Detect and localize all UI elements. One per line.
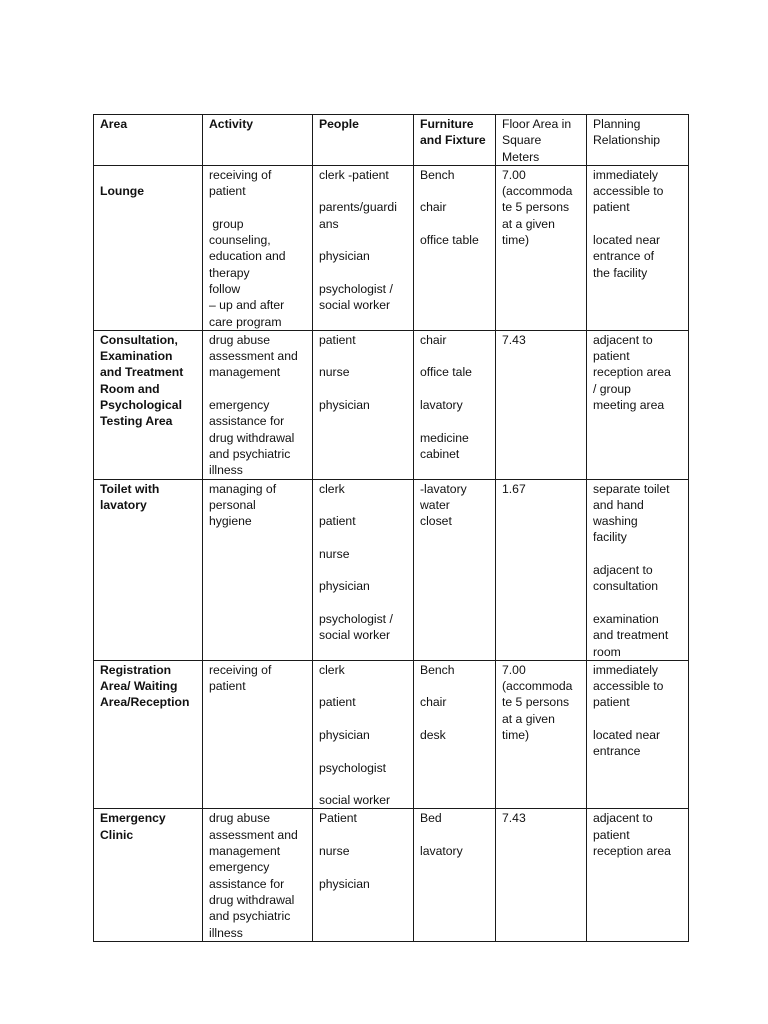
- planning-cell-line: patient: [593, 695, 630, 710]
- planning-cell-line: reception area: [593, 844, 671, 859]
- activity-cell-line: drug withdrawal: [209, 892, 295, 907]
- people-cell-line: [319, 859, 407, 875]
- furniture-cell-line: water: [420, 497, 450, 512]
- furniture-cell: [414, 660, 496, 809]
- activity-cell: [203, 330, 313, 479]
- planning-cell-line: washing: [593, 514, 638, 529]
- table-row: [94, 479, 689, 660]
- floor-area-cell-line: te 5 persons: [502, 200, 570, 215]
- header-furniture-line: and Fixture: [420, 133, 486, 148]
- people-cell-line: [319, 562, 407, 578]
- furniture-cell-line: medicine: [420, 430, 469, 445]
- planning-cell-line: and treatment: [593, 628, 669, 643]
- people-cell-line: nurse: [319, 365, 350, 380]
- planning-cell-line: patient: [593, 200, 630, 215]
- planning-cell-line: room: [593, 644, 621, 659]
- activity-cell-line: assistance for: [209, 876, 285, 891]
- people-cell-line: [319, 232, 407, 248]
- people-cell-line: clerk: [319, 662, 345, 677]
- furniture-cell-line: office tale: [420, 365, 472, 380]
- floor-area-cell: [496, 165, 587, 330]
- furniture-cell: [414, 479, 496, 660]
- activity-cell-line: and psychiatric: [209, 909, 291, 924]
- area-cell: [94, 165, 203, 330]
- activity-cell: [203, 660, 313, 809]
- activity-cell-line: patient: [209, 184, 246, 199]
- furniture-cell-line: [420, 827, 489, 843]
- people-cell-line: [319, 776, 407, 792]
- area-cell-line: Lounge: [100, 184, 145, 199]
- planning-cell-line: located near: [593, 233, 661, 248]
- activity-cell: [203, 479, 313, 660]
- people-cell-line: [319, 711, 407, 727]
- activity-cell-line: care program: [209, 314, 282, 329]
- header-furniture: [414, 115, 496, 166]
- planning-cell-line: adjacent to: [593, 811, 653, 826]
- people-cell-line: social worker: [319, 628, 391, 643]
- area-cell-line: and Treatment: [100, 365, 184, 380]
- people-cell-line: physician: [319, 727, 370, 742]
- people-cell-line: psychologist: [319, 760, 387, 775]
- people-cell-line: [319, 827, 407, 843]
- furniture-cell-line: closet: [420, 514, 452, 529]
- floor-area-cell: [496, 660, 587, 809]
- people-cell: [313, 479, 414, 660]
- activity-cell-line: hygiene: [209, 514, 252, 529]
- table-row: [94, 660, 689, 809]
- planning-cell-line: consultation: [593, 579, 659, 594]
- table-row: [94, 165, 689, 330]
- planning-cell-line: immediately: [593, 167, 659, 182]
- furniture-cell-line: [420, 711, 489, 727]
- area-cell-line: Examination: [100, 349, 173, 364]
- furniture-cell-line: chair: [420, 332, 447, 347]
- planning-cell-line: adjacent to: [593, 332, 653, 347]
- furniture-cell-line: desk: [420, 727, 446, 742]
- floor-area-cell-line: (accommoda: [502, 679, 573, 694]
- activity-cell-line: counseling,: [209, 233, 271, 248]
- header-floor-area-line: Square: [502, 133, 542, 148]
- people-cell-line: [319, 183, 407, 199]
- floor-area-cell-line: 7.43: [502, 332, 526, 347]
- furniture-cell-line: [420, 348, 489, 364]
- area-cell-line: Room and: [100, 381, 160, 396]
- planning-cell-line: [593, 595, 682, 611]
- table-body: [94, 165, 689, 941]
- floor-area-cell: [496, 479, 587, 660]
- floor-area-cell-line: at a given: [502, 216, 555, 231]
- planning-cell-line: immediately: [593, 662, 659, 677]
- people-cell: [313, 330, 414, 479]
- people-cell-line: [319, 743, 407, 759]
- activity-cell-line: illness: [209, 925, 243, 940]
- activity-cell-line: management: [209, 844, 281, 859]
- activity-cell-line: [209, 199, 306, 215]
- space-program-table: [93, 114, 689, 942]
- header-area: [94, 115, 203, 166]
- area-cell-line: Testing Area: [100, 414, 173, 429]
- planning-cell-line: reception area: [593, 365, 671, 380]
- planning-cell-line: accessible to: [593, 679, 664, 694]
- people-cell-line: physician: [319, 398, 370, 413]
- planning-cell: [587, 479, 689, 660]
- planning-cell-line: entrance: [593, 744, 641, 759]
- furniture-cell-line: lavatory: [420, 398, 463, 413]
- activity-cell-line: follow: [209, 281, 241, 296]
- floor-area-cell-line: te 5 persons: [502, 695, 570, 710]
- people-cell-line: Patient: [319, 811, 357, 826]
- area-cell-line: Consultation,: [100, 332, 178, 347]
- header-furniture-line: Furniture: [420, 117, 474, 131]
- furniture-cell-line: Bed: [420, 811, 442, 826]
- furniture-cell-line: [420, 183, 489, 199]
- activity-cell: [203, 809, 313, 941]
- activity-cell-line: and psychiatric: [209, 446, 291, 461]
- planning-cell-line: adjacent to: [593, 563, 653, 578]
- floor-area-cell-line: (accommoda: [502, 184, 573, 199]
- planning-cell-line: / group: [593, 381, 631, 396]
- activity-cell-line: assessment and: [209, 349, 298, 364]
- furniture-cell-line: cabinet: [420, 446, 460, 461]
- activity-cell-line: [209, 381, 306, 397]
- people-cell-line: ans: [319, 216, 339, 231]
- planning-cell-line: and hand: [593, 497, 644, 512]
- furniture-cell-line: -lavatory: [420, 481, 467, 496]
- people-cell-line: [319, 595, 407, 611]
- activity-cell-line: receiving of: [209, 167, 272, 182]
- header-floor-area-line: Floor Area in: [502, 117, 572, 131]
- floor-area-cell: [496, 809, 587, 941]
- people-cell-line: physician: [319, 876, 370, 891]
- planning-cell-line: entrance of: [593, 249, 654, 264]
- people-cell-line: clerk: [319, 481, 345, 496]
- activity-cell-line: drug abuse: [209, 332, 270, 347]
- furniture-cell-line: [420, 216, 489, 232]
- planning-cell-line: located near: [593, 727, 661, 742]
- activity-cell-line: drug abuse: [209, 811, 270, 826]
- planning-cell-line: [593, 546, 682, 562]
- people-cell-line: physician: [319, 579, 370, 594]
- people-cell-line: psychologist /: [319, 281, 393, 296]
- people-cell-line: clerk -patient: [319, 167, 389, 182]
- activity-cell-line: education and: [209, 249, 286, 264]
- activity-cell-line: illness: [209, 463, 243, 478]
- planning-cell-line: the facility: [593, 265, 648, 280]
- people-cell: [313, 165, 414, 330]
- planning-cell-line: accessible to: [593, 184, 664, 199]
- area-cell: [94, 330, 203, 479]
- activity-cell-line: therapy: [209, 265, 250, 280]
- area-cell-line: Psychological: [100, 398, 182, 413]
- floor-area-cell-line: 7.00: [502, 167, 526, 182]
- furniture-cell-line: office table: [420, 233, 479, 248]
- activity-cell-line: emergency: [209, 860, 270, 875]
- planning-cell: [587, 330, 689, 479]
- planning-cell-line: [593, 711, 682, 727]
- people-cell-line: [319, 678, 407, 694]
- planning-cell-line: examination: [593, 611, 659, 626]
- people-cell-line: social worker: [319, 793, 391, 808]
- header-floor-area-line: Meters: [502, 149, 540, 164]
- people-cell-line: patient: [319, 514, 356, 529]
- activity-cell-line: assistance for: [209, 414, 285, 429]
- activity-cell-line: personal: [209, 497, 256, 512]
- header-area-text: Area: [100, 117, 128, 131]
- area-cell-line: Emergency: [100, 811, 166, 826]
- people-cell-line: patient: [319, 332, 356, 347]
- furniture-cell-line: [420, 678, 489, 694]
- header-floor-area: [496, 115, 587, 166]
- area-cell-line: lavatory: [100, 497, 147, 512]
- furniture-cell-line: [420, 381, 489, 397]
- planning-cell-line: meeting area: [593, 398, 665, 413]
- activity-cell-line: patient: [209, 679, 246, 694]
- people-cell-line: nurse: [319, 844, 350, 859]
- area-cell-line: [100, 167, 196, 183]
- activity-cell-line: assessment and: [209, 827, 298, 842]
- area-cell: [94, 660, 203, 809]
- floor-area-cell-line: 7.43: [502, 811, 526, 826]
- floor-area-cell: [496, 330, 587, 479]
- table-header-row: [94, 115, 689, 166]
- activity-cell-line: managing of: [209, 481, 277, 496]
- area-cell-line: Clinic: [100, 827, 134, 842]
- planning-cell-line: [593, 216, 682, 232]
- activity-cell-line: group: [209, 216, 244, 231]
- people-cell: [313, 809, 414, 941]
- planning-cell: [587, 660, 689, 809]
- floor-area-cell-line: time): [502, 233, 530, 248]
- people-cell-line: patient: [319, 695, 356, 710]
- header-planning: [587, 115, 689, 166]
- floor-area-cell-line: 7.00: [502, 662, 526, 677]
- people-cell-line: social worker: [319, 298, 391, 313]
- planning-cell-line: separate toilet: [593, 481, 670, 496]
- header-people-text: People: [319, 117, 359, 131]
- activity-cell-line: emergency: [209, 398, 270, 413]
- header-planning-line: Planning: [593, 117, 641, 131]
- activity-cell-line: drug withdrawal: [209, 430, 295, 445]
- header-activity: [203, 115, 313, 166]
- header-planning-line: Relationship: [593, 133, 661, 148]
- planning-cell-line: patient: [593, 827, 630, 842]
- furniture-cell-line: chair: [420, 200, 447, 215]
- planning-cell: [587, 809, 689, 941]
- planning-cell-line: patient: [593, 349, 630, 364]
- furniture-cell: [414, 165, 496, 330]
- furniture-cell-line: Bench: [420, 662, 455, 677]
- furniture-cell-line: Bench: [420, 167, 455, 182]
- area-cell: [94, 809, 203, 941]
- area-cell-line: Area/ Waiting: [100, 679, 178, 694]
- people-cell-line: [319, 497, 407, 513]
- people-cell-line: psychologist /: [319, 611, 393, 626]
- people-cell-line: parents/guardi: [319, 200, 397, 215]
- people-cell: [313, 660, 414, 809]
- furniture-cell-line: [420, 413, 489, 429]
- area-cell: [94, 479, 203, 660]
- people-cell-line: [319, 381, 407, 397]
- planning-cell-line: facility: [593, 530, 627, 545]
- activity-cell-line: receiving of: [209, 662, 272, 677]
- activity-cell-line: management: [209, 365, 281, 380]
- planning-cell: [587, 165, 689, 330]
- floor-area-cell-line: time): [502, 727, 530, 742]
- people-cell-line: nurse: [319, 546, 350, 561]
- floor-area-cell-line: at a given: [502, 711, 555, 726]
- people-cell-line: [319, 529, 407, 545]
- people-cell-line: [319, 348, 407, 364]
- furniture-cell-line: lavatory: [420, 844, 463, 859]
- floor-area-cell-line: 1.67: [502, 481, 526, 496]
- furniture-cell: [414, 809, 496, 941]
- people-cell-line: [319, 265, 407, 281]
- area-cell-line: Area/Reception: [100, 695, 190, 710]
- furniture-cell: [414, 330, 496, 479]
- activity-cell: [203, 165, 313, 330]
- header-people: [313, 115, 414, 166]
- table-row: [94, 809, 689, 941]
- activity-cell-line: – up and after: [209, 298, 285, 313]
- table-row: [94, 330, 689, 479]
- people-cell-line: physician: [319, 249, 370, 264]
- header-activity-text: Activity: [209, 117, 254, 131]
- furniture-cell-line: chair: [420, 695, 447, 710]
- area-cell-line: Registration: [100, 662, 172, 677]
- area-cell-line: Toilet with: [100, 481, 160, 496]
